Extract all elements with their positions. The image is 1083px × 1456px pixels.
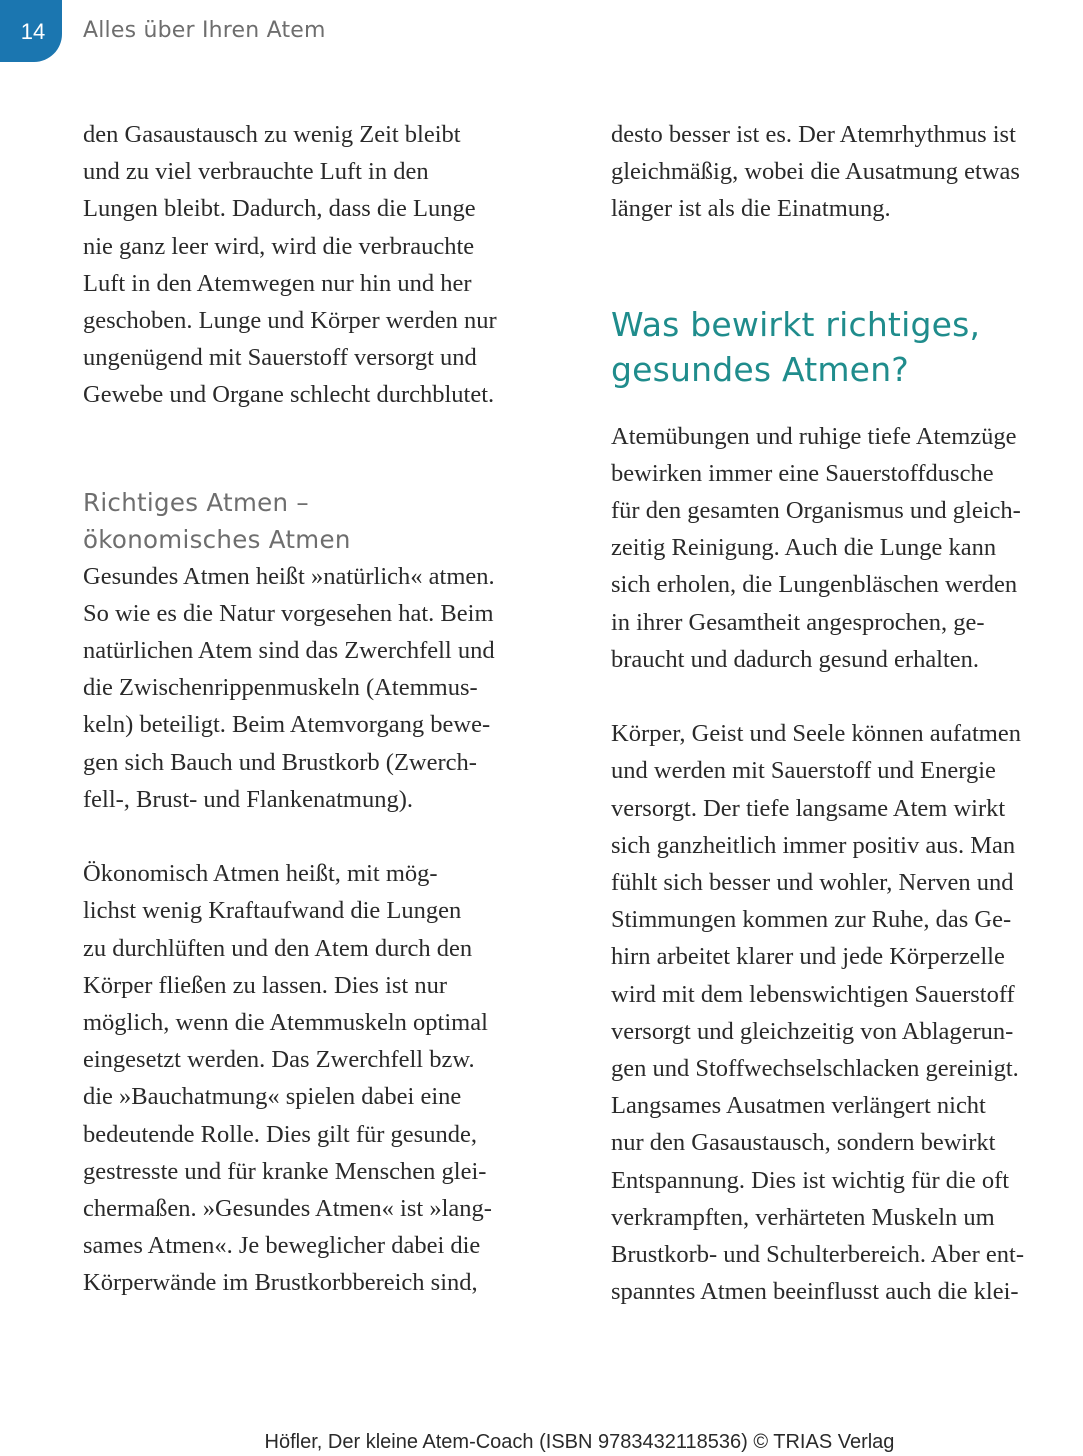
left-paragraph-3: Ökonomisch Atmen heißt, mit mög- lichst wenig Kraftaufwand die Lungen zu durchlüften und den Atem durch den Körper fließen zu lassen. Dies ist nur möglich, wenn die Atemmuskeln optimal eingesetzt werden. Das Zwerchfell bzw. die »Bauchatmung« spielen dabei eine bedeutende Rolle. Dies gilt für gesunde, gestresste und für kranke Menschen glei- chermaßen. »Gesundes Atmen« ist »lang- sames Atmen«. Je beweglicher dabei die Körperwände im Brustkorbbereich sind, xyxy=(83,860,492,1297)
section-heading: Was bewirkt richtiges, gesundes Atmen? xyxy=(611,304,981,389)
left-paragraph-2: Gesundes Atmen heißt »natürlich« atmen. So wie es die Natur vorgesehen hat. Beim natürlichen Atem sind das Zwerchfell und die Zwischenrippenmuskeln (Atemmus- keln) beteiligt. Beim Atemvorgang bewe- gen sich Bauch und Brustkorb (Zwerch- fell-, Brust- und Flankenatmung). xyxy=(83,562,495,813)
right-paragraph-1: desto besser ist es. Der Atemrhythmus ist gleichmäßig, wobei die Ausatmung etwas länger ist als die Einatmung. xyxy=(611,121,1020,223)
left-paragraph-1: den Gasaustausch zu wenig Zeit bleibt und zu viel verbrauchte Luft in den Lungen bleibt. Dadurch, dass die Lunge nie ganz leer wird, wird die verbrauchte Luft in den Atemwegen nur hin und her geschoben. Lunge und Körper werden nur ungenügend mit Sauerstoff versorgt und Gewebe und Organe schlecht durchblutet. xyxy=(83,121,497,409)
section-subheading: Richtiges Atmen – ökonomisches Atmen xyxy=(83,487,351,554)
left-column xyxy=(83,116,559,1302)
footer-citation: Höfler, Der kleine Atem-Coach (ISBN 9783432118536) © TRIAS Verlag xyxy=(264,1431,895,1453)
footer xyxy=(0,1431,1083,1454)
right-paragraph-2: Atemübungen und ruhige tiefe Atemzüge bewirken immer eine Sauerstoffdusche für den gesamten Organismus und gleich- zeitig Reinigung. Auch die Lunge kann sich erholen, die Lungenbläschen werden in ihrer Gesamtheit angesprochen, ge- braucht und dadurch gesund erhalten. xyxy=(611,422,1021,673)
page-number: 14 xyxy=(20,19,46,44)
right-paragraph-3: Körper, Geist und Seele können aufatmen und werden mit Sauerstoff und Energie versorgt. Der tiefe langsame Atem wirkt sich ganzheitlich immer positiv aus. Man fühlt sich besser und wohler, Nerven und Stimmungen kommen zur Ruhe, das Ge- hirn arbeitet klarer und jede Körperzelle wird mit dem lebenswichtigen Sauerstoff versorgt und gleichzeitig von Ablagerun- gen und Stoffwechselschlacken gereinigt. Langsames Ausatmen verlängert nicht nur den Gasaustausch, sondern bewirkt Entspannung. Dies ist wichtig für die oft verkrampften, verhärteten Muskeln um Brustkorb- und Schulterbereich. Aber ent- spanntes Atmen beeinflusst auch die klei- xyxy=(611,720,1024,1306)
page-number-tab xyxy=(0,0,62,62)
right-column xyxy=(611,116,1083,1310)
running-title: Alles über Ihren Atem xyxy=(83,18,326,43)
